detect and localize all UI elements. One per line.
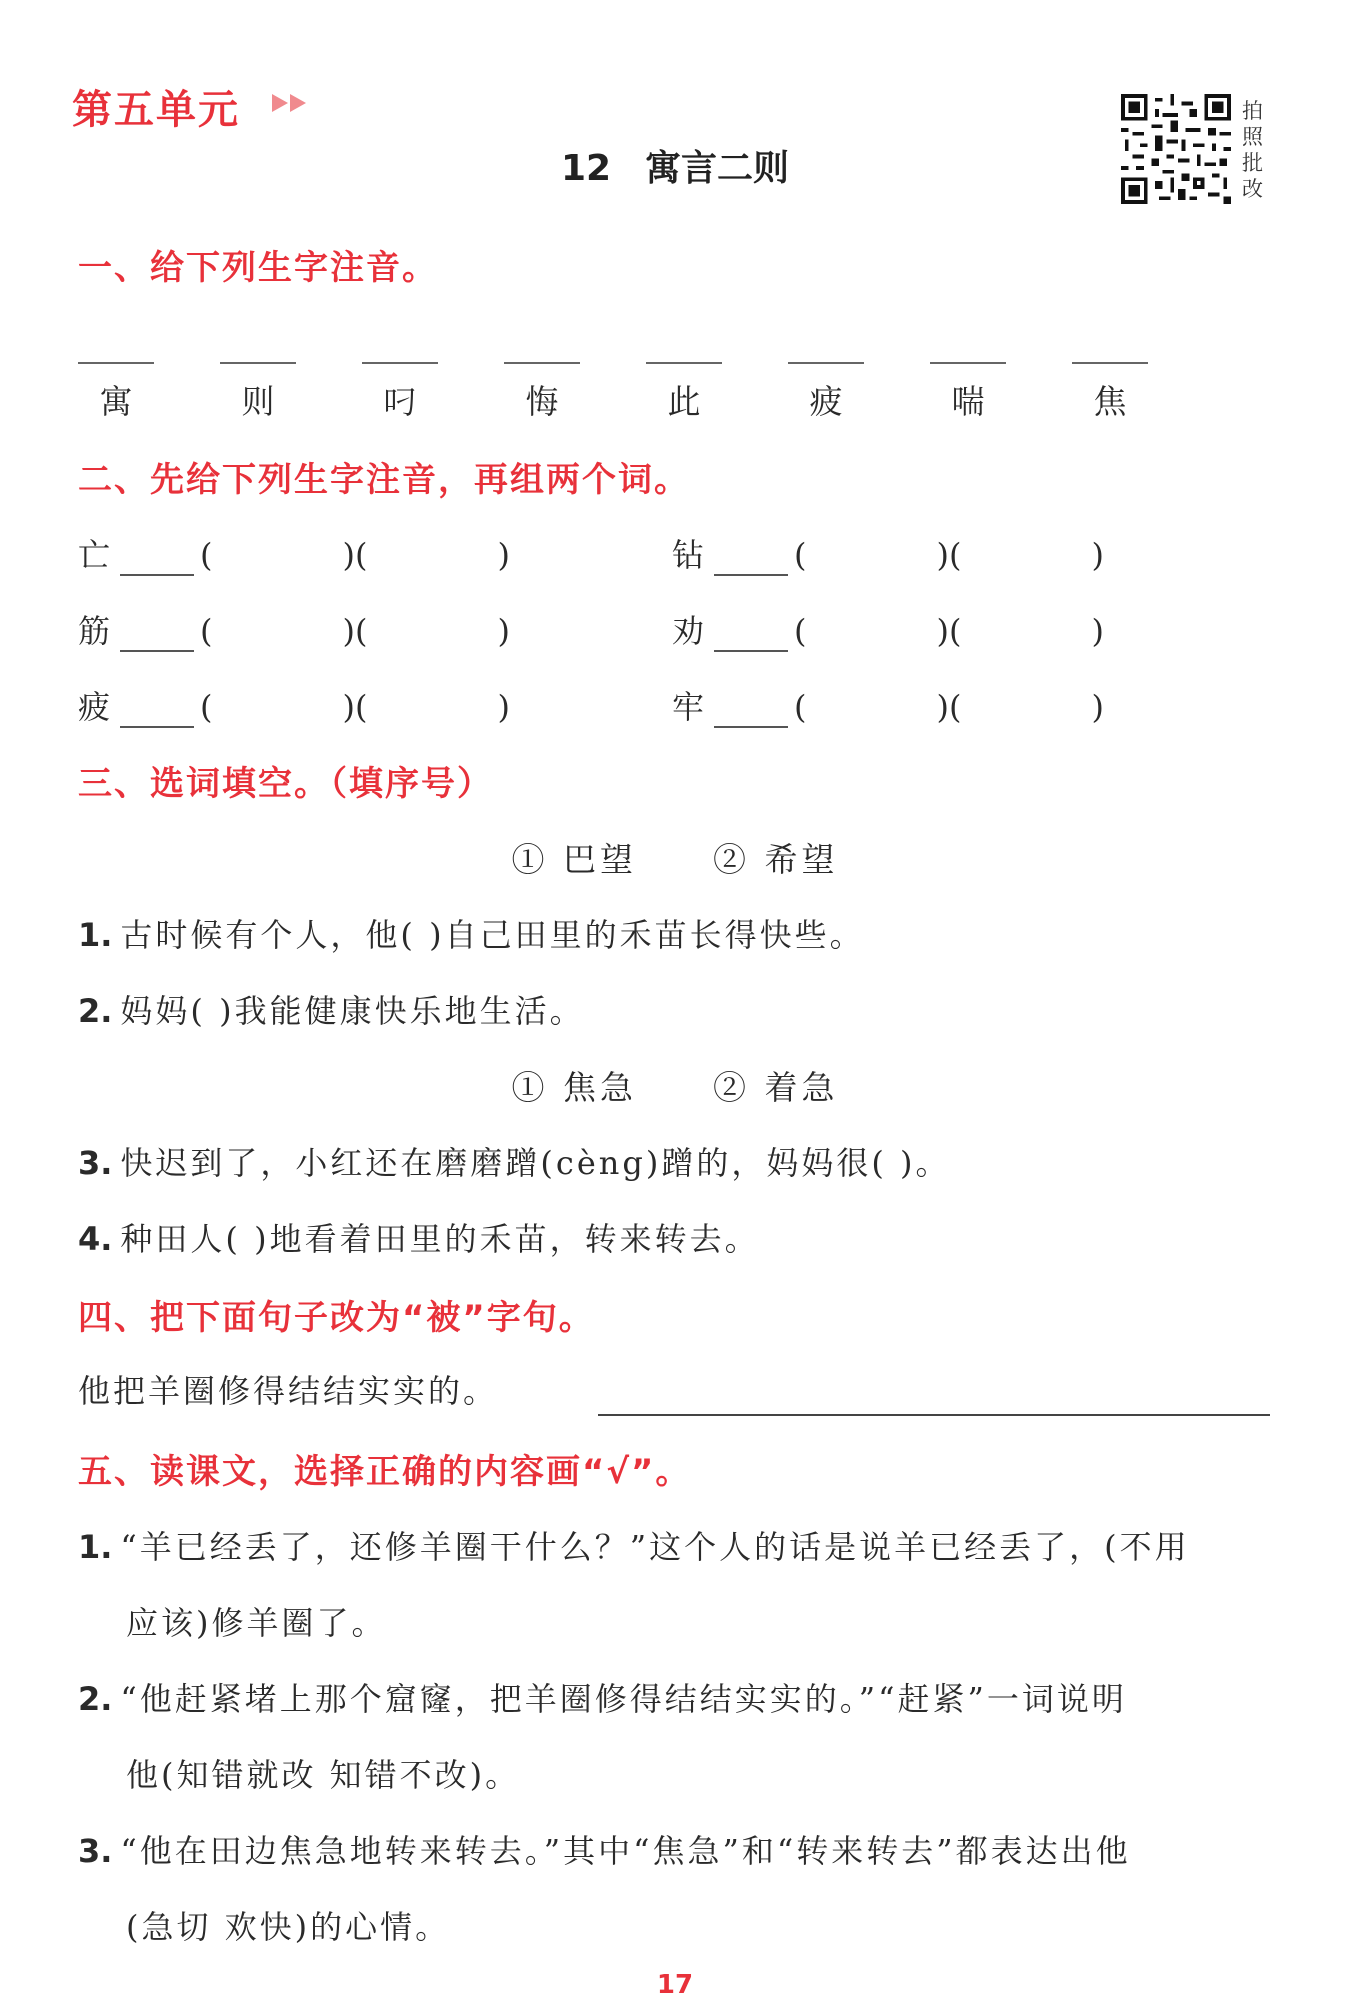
section-title: 一、给下列生字注音。 <box>78 248 438 288</box>
paren: ( <box>794 536 807 574</box>
question-text: “他赶紧堵上那个窟窿，把羊圈修得结结实实的。”“赶紧”一词说明 <box>120 1680 1127 1718</box>
option-item: ① 巴望 <box>511 840 637 879</box>
pinyin-blank[interactable] <box>120 620 194 652</box>
paren: ) <box>1091 536 1104 574</box>
qr-label-char: 改 <box>1242 177 1263 201</box>
pinyin-blank[interactable] <box>714 696 788 728</box>
target-char: 悔 <box>525 382 559 421</box>
pinyin-blank[interactable] <box>1072 362 1148 364</box>
pinyin-blank[interactable] <box>646 362 722 364</box>
question-line <box>78 986 585 1032</box>
paren: ) <box>497 688 510 726</box>
question-number: 2. <box>78 992 113 1030</box>
pinyin-blank[interactable] <box>120 696 194 728</box>
question-line <box>78 1674 1127 1720</box>
word-options <box>0 834 1350 881</box>
word-options <box>0 1062 1350 1109</box>
lesson-number: 12 <box>560 148 612 189</box>
paren: ) <box>1091 612 1104 650</box>
paren: )( <box>936 536 962 574</box>
question-text: 古时候有个人，他( )自己田里的禾苗长得快些。 <box>120 916 865 954</box>
paren: )( <box>342 612 368 650</box>
word-row <box>78 606 510 652</box>
question-number: 1. <box>78 916 113 954</box>
paren: ) <box>1091 688 1104 726</box>
paren: ( <box>200 688 213 726</box>
question-number: 3. <box>78 1832 113 1870</box>
sentence-to-rewrite: 他把羊圈修得结结实实的。 <box>78 1372 499 1410</box>
question-line-continued: (急切 欢快)的心情。 <box>126 1908 451 1946</box>
word-char: 疲 <box>78 688 111 726</box>
word-char: 亡 <box>78 536 111 574</box>
question-number: 3. <box>78 1144 113 1182</box>
question-text: 种田人( )地看着田里的禾苗，转来转去。 <box>120 1220 760 1258</box>
question-line-continued: 应该)修羊圈了。 <box>126 1604 387 1642</box>
page-number: 17 <box>656 1970 694 2000</box>
question-number: 1. <box>78 1528 113 1566</box>
question-number: 2. <box>78 1680 113 1718</box>
target-char: 叼 <box>383 382 417 421</box>
paren: ) <box>497 536 510 574</box>
word-row <box>672 606 1104 652</box>
target-char: 寓 <box>99 382 133 421</box>
pinyin-blank[interactable] <box>714 544 788 576</box>
target-char: 疲 <box>809 382 843 421</box>
question-line <box>78 1522 1190 1568</box>
paren: ( <box>200 612 213 650</box>
qr-label <box>1242 98 1266 202</box>
word-char: 牢 <box>672 688 705 726</box>
pinyin-blank[interactable] <box>120 544 194 576</box>
paren: )( <box>342 688 368 726</box>
question-line <box>78 1826 1131 1872</box>
pinyin-blank[interactable] <box>714 620 788 652</box>
target-char: 则 <box>241 382 275 421</box>
word-char: 钻 <box>672 536 705 574</box>
option-item: ② 着急 <box>713 1068 839 1107</box>
word-row <box>672 530 1104 576</box>
question-text: “羊已经丢了，还修羊圈干什么？”这个人的话是说羊已经丢了，(不用 <box>120 1528 1190 1566</box>
question-line <box>78 910 865 956</box>
double-arrow-icon <box>272 92 312 114</box>
question-line <box>78 1138 951 1184</box>
paren: )( <box>936 688 962 726</box>
question-line-continued: 他(知错就改 知错不改)。 <box>126 1756 521 1794</box>
word-row <box>672 682 1104 728</box>
section-title: 二、先给下列生字注音，再组两个词。 <box>78 460 690 500</box>
paren: ( <box>794 612 807 650</box>
question-number: 4. <box>78 1220 113 1258</box>
word-row <box>78 530 510 576</box>
paren: ( <box>200 536 213 574</box>
target-char: 喘 <box>951 382 985 421</box>
pinyin-blank[interactable] <box>930 362 1006 364</box>
paren: )( <box>936 612 962 650</box>
target-char: 焦 <box>1093 382 1127 421</box>
question-line <box>78 1214 760 1260</box>
section-title: 五、读课文，选择正确的内容画“√”。 <box>78 1452 692 1492</box>
pinyin-blank[interactable] <box>220 362 296 364</box>
section-title: 四、把下面句子改为“被”字句。 <box>78 1298 595 1338</box>
pinyin-blank[interactable] <box>78 362 154 364</box>
target-char: 此 <box>667 382 701 421</box>
qr-label-char: 批 <box>1242 151 1263 175</box>
pinyin-blank[interactable] <box>788 362 864 364</box>
qr-label-char: 拍 <box>1242 99 1263 123</box>
unit-title: 第五单元 <box>72 87 240 133</box>
pinyin-blank[interactable] <box>504 362 580 364</box>
pinyin-blank[interactable] <box>362 362 438 364</box>
paren: )( <box>342 536 368 574</box>
paren: ) <box>497 612 510 650</box>
question-text: “他在田边焦急地转来转去。”其中“焦急”和“转来转去”都表达出他 <box>120 1832 1131 1870</box>
section-title: 三、选词填空。（填序号） <box>78 764 493 804</box>
option-item: ② 希望 <box>713 840 839 879</box>
question-text: 妈妈( )我能健康快乐地生活。 <box>120 992 585 1030</box>
word-char: 筋 <box>78 612 111 650</box>
option-item: ① 焦急 <box>511 1068 637 1107</box>
qr-code-icon[interactable] <box>1118 94 1234 204</box>
question-text: 快迟到了，小红还在磨磨蹭(cèng)蹭的，妈妈很( )。 <box>120 1144 951 1182</box>
word-char: 劝 <box>672 612 705 650</box>
qr-label-char: 照 <box>1242 125 1263 149</box>
word-row <box>78 682 510 728</box>
lesson-name: 寓言二则 <box>645 148 790 189</box>
answer-line[interactable] <box>598 1414 1270 1416</box>
paren: ( <box>794 688 807 726</box>
